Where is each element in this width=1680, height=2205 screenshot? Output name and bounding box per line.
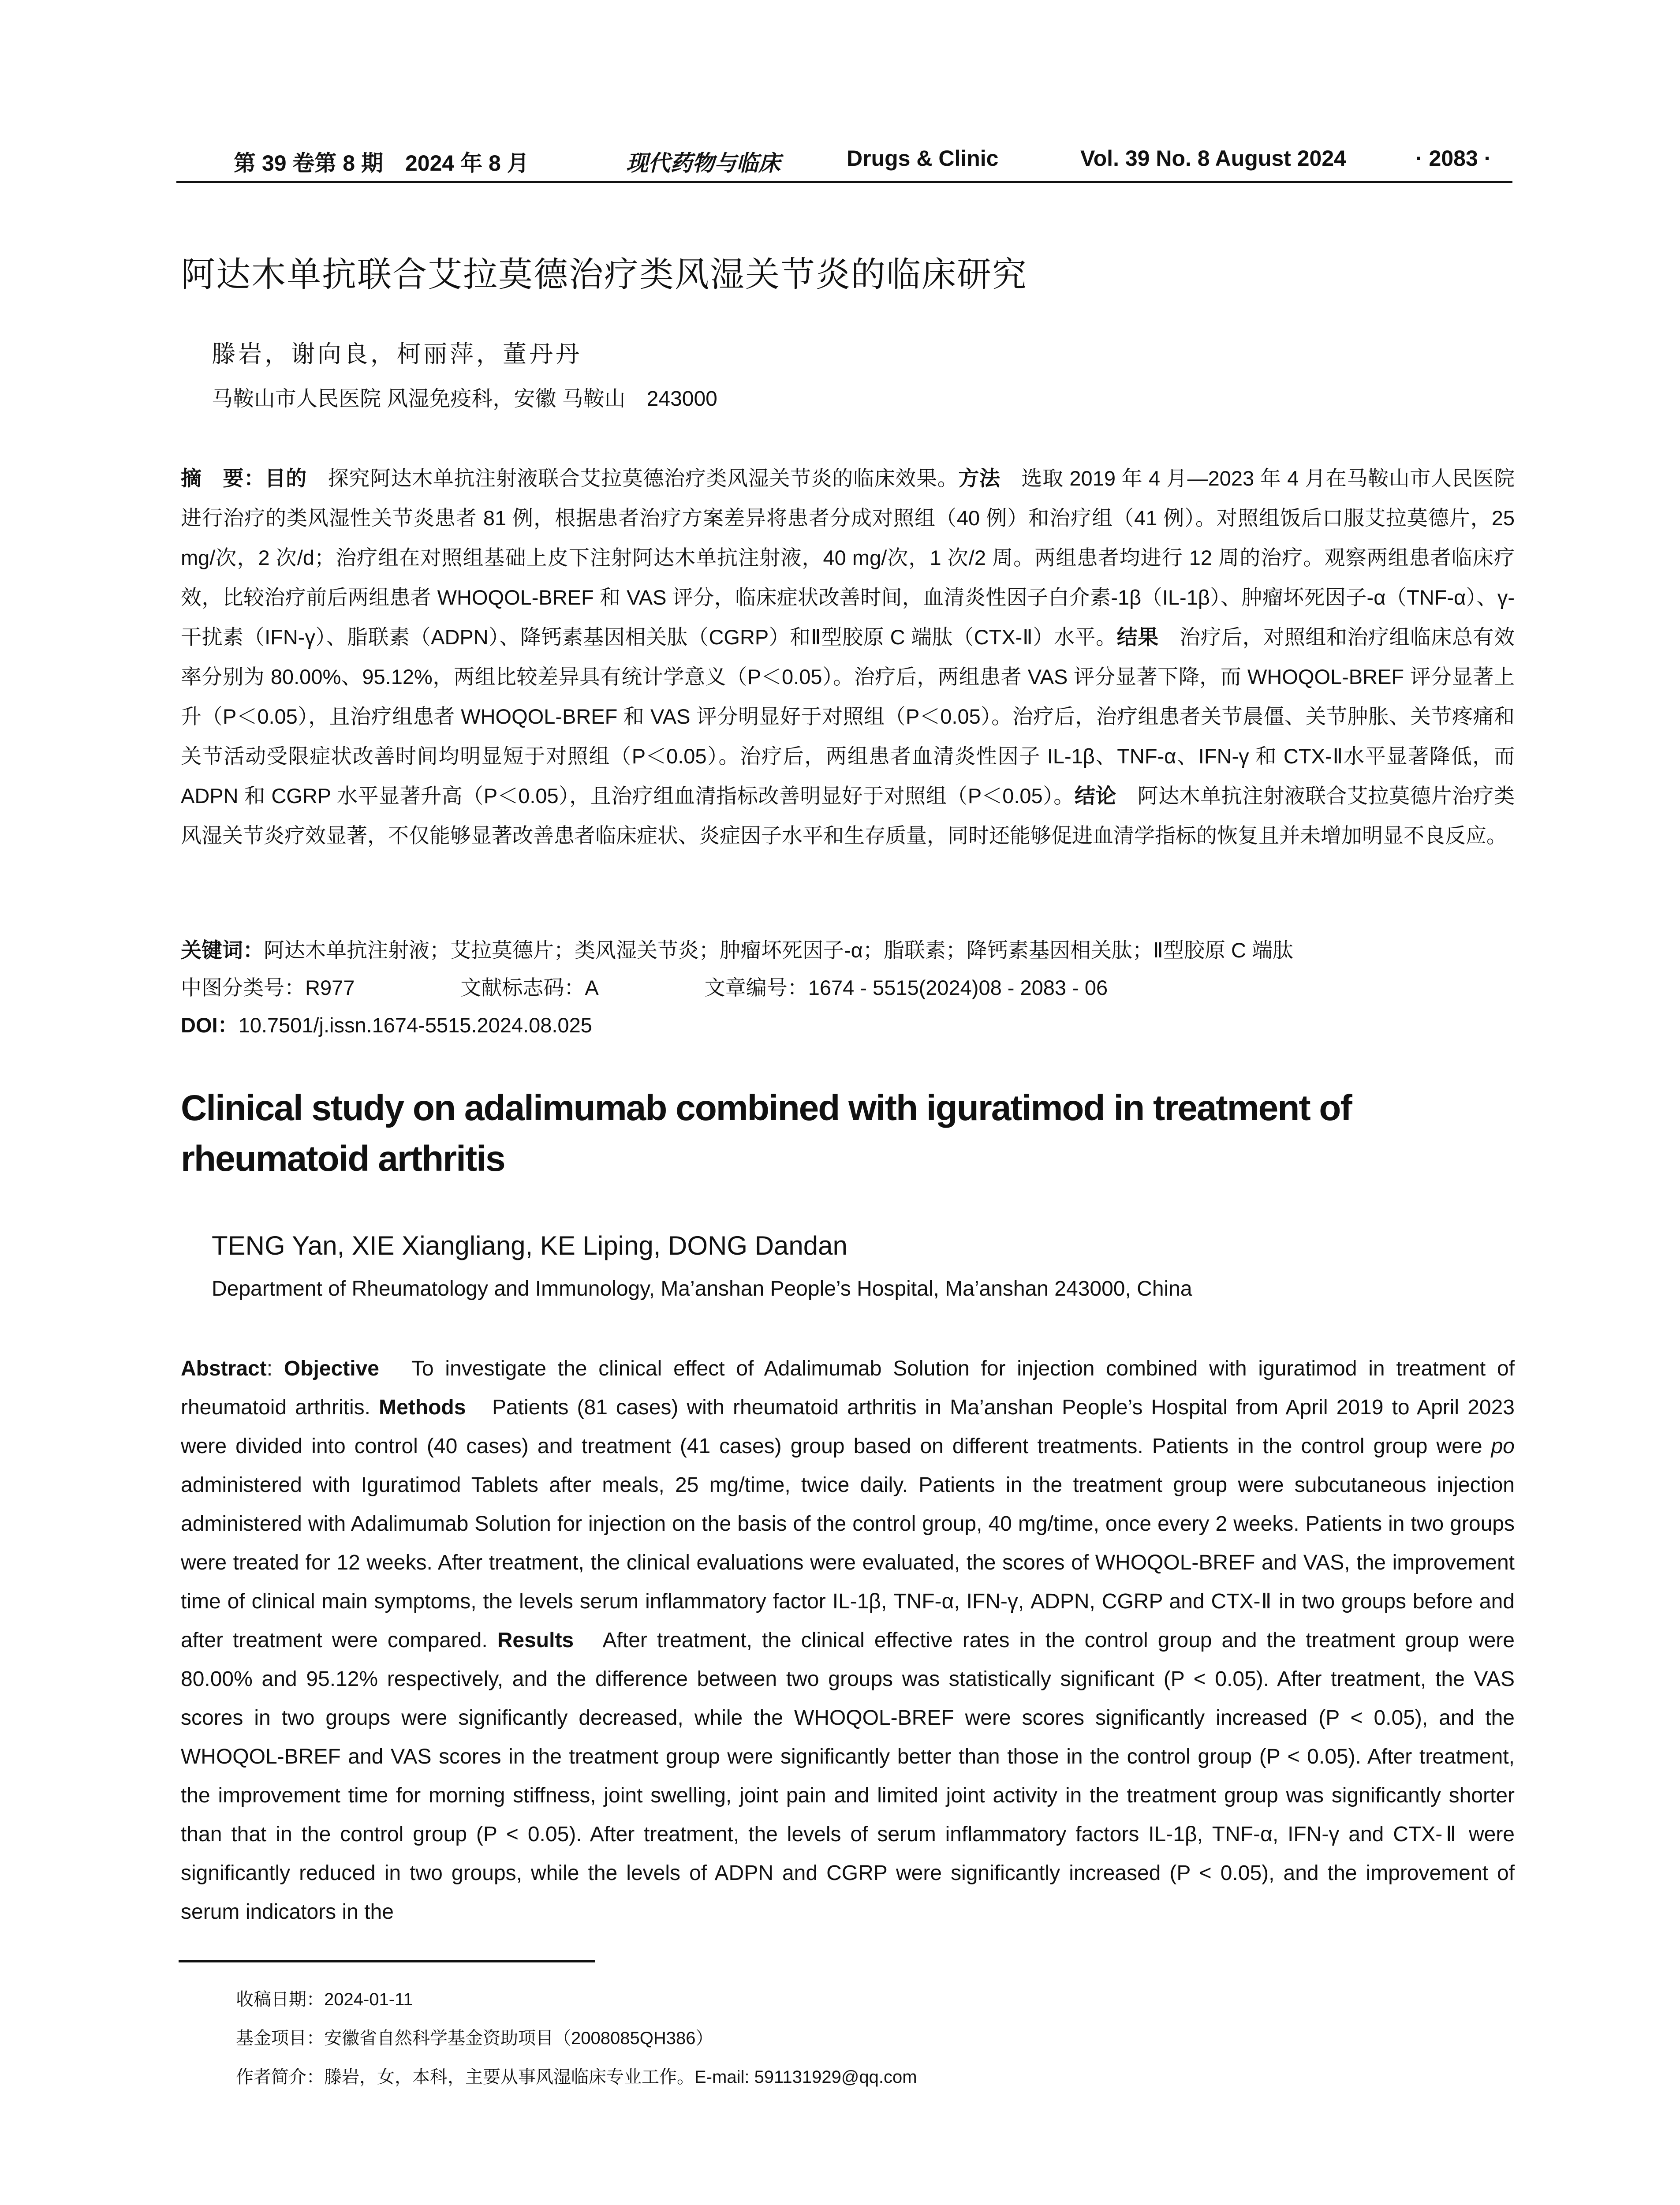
footnotes: [236, 1980, 1570, 2097]
keywords-cn-label: 关键词：: [181, 938, 264, 962]
abstract-cn: [181, 459, 1515, 856]
abstract-en: Abstract: Objective To investigate the clinical effect of Adalimumab Solution for injection combined with iguratimod in treatment of rheumatoid arthritis. Methods Patients (81 cases) with rheumatoid arthritis in Ma’anshan People’s Hospital from April 2019 to April 2023 were divided into control (40 cases) and treatment (41 cases) group based on different treatments. Patients in the control group were po administered with Iguratimod Tablets after meals, 25 mg/time, twice daily. Patients in the treatment group were subcutaneous injection administered with Adalimumab Solution for injection on the basis of the control group, 40 mg/time, once every 2 weeks. Patients in two groups were treated for 12 weeks. After treatment, the clinical evaluations were evaluated, the scores of WHOQOL-BREF and VAS, the improvement time of clinical main symptoms, the levels serum inflammatory factor IL-1β, TNF-α, IFN-γ, ADPN, CGRP and CTX-Ⅱ in two groups before and after treatment were compared. Results After treatment, the clinical effective rates in the control group and the treatment group were 80.00% and 95.12% respectively, and the difference between two groups was statistically significant (P < 0.05). After treatment, the VAS scores in two groups were significantly decreased, while the WHOQOL-BREF were scores significantly increased (P < 0.05), and the WHOQOL-BREF and VAS scores in the treatment group were significantly better than those in the control group (P < 0.05). After treatment, the improvement time for morning stiffness, joint swelling, joint pain and limited joint activity in the treatment group was significantly shorter than that in the control group (P < 0.05). After treatment, the levels of serum inflammatory factors IL-1β, TNF-α, IFN-γ and CTX-Ⅱ were significantly reduced in two groups, while the levels of ADPN and CGRP were significantly increased (P < 0.05), and the improvement of serum indicators in the: [181, 1357, 1515, 1924]
results-en-text: After treatment, the clinical effective rates in the control group and the treatment group were 80.00% and 95.12% respectively, and the difference between two groups was statistically significant (P < 0.05). After treatment, the VAS scores in two groups were significantly decreased, while the WHOQOL-BREF were scores significantly increased (P < 0.05), and the WHOQOL-BREF and VAS scores in the treatment group were significantly better than those in the control group (P < 0.05). After treatment, the improvement time for morning stiffness, joint swelling, joint pain and limited joint activity in the treatment group was significantly shorter than that in the control group (P < 0.05). After treatment, the levels of serum inflammatory factors IL-1β, TNF-α, IFN-γ and CTX-Ⅱ were significantly reduced in two groups, while the levels of ADPN and CGRP were significantly increased (P < 0.05), and the improvement of serum indicators in the: [181, 1629, 1515, 1924]
header-journal-cn: 现代药物与临床: [626, 150, 780, 176]
methods-cn-text: 选取 2019 年 4 月—2023 年 4 月在马鞍山市人民医院进行治疗的类风湿性关节炎患者 81 例，根据患者治疗方案差异将患者分成对照组（40 例）和治疗组（41 例）。对照组饭后口服艾拉莫德片，25 mg/次，2 次/d；治疗组在对照组基础上皮下注射阿达木单抗注射液，40 mg/次，1 次/2 周。两组患者均进行 12 周的治疗。观察两组患者临床疗效，比较治疗前后两组患者 WHOQOL-BREF 和 VAS 评分，临床症状改善时间，血清炎性因子白介素-1β（IL-1β）、肿瘤坏死因子-α（TNF-α）、γ-干扰素（IFN-γ）、脂联素（ADPN）、降钙素基因相关肽（CGRP）和Ⅱ型胶原 C 端肽（CTX-Ⅱ）水平。: [181, 467, 1515, 649]
objective-en-label: Objective: [284, 1357, 379, 1380]
results-en-label: Results: [497, 1629, 574, 1652]
article-number: 文章编号：1674 - 5515(2024)08 - 2083 - 06: [704, 976, 1108, 999]
header-page-number: · 2083 ·: [1415, 146, 1492, 171]
objective-cn-label: 目的: [265, 467, 307, 490]
classification-line: [181, 970, 1515, 1005]
doi-value: 10.7501/j.issn.1674-5515.2024.08.025: [238, 1013, 592, 1037]
header-journal-en: Drugs & Clinic: [847, 146, 999, 171]
methods-en-po: po: [1491, 1435, 1515, 1458]
title-en: Clinical study on adalimumab combined with iguratimod in treatment of rheumatoid arthritis: [181, 1088, 1351, 1179]
conclusion-cn-text: 阿达木单抗注射液联合艾拉莫德片治疗类风湿关节炎疗效显著，不仅能够显著改善患者临床症状、炎症因子水平和生存质量，同时还能够促进血清学指标的恢复且并未增加明显不良反应。: [181, 784, 1515, 847]
results-cn-label: 结果: [1116, 625, 1159, 649]
title-cn: 阿达木单抗联合艾拉莫德治疗类风湿关节炎的临床研究: [181, 255, 1028, 294]
header-volume-en: Vol. 39 No. 8 August 2024: [1080, 146, 1346, 171]
results-cn-text: 治疗后，对照组和治疗组临床总有效率分别为 80.00%、95.12%，两组比较差异具有统计学意义（P＜0.05）。治疗后，两组患者 VAS 评分显著下降，而 WHOQOL-BREF 评分显著上升（P＜0.05），且治疗组患者 WHOQOL-BREF 和 VAS 评分明显好于对照组（P＜0.05）。治疗后，治疗组患者关节晨僵、关节肿胀、关节疼痛和关节活动受限症状改善时间均明显短于对照组（P＜0.05）。治疗后，两组患者血清炎性因子 IL-1β、TNF-α、IFN-γ 和 CTX-Ⅱ水平显著降低，而 ADPN 和 CGRP 水平显著升高（P＜0.05），且治疗组血清指标改善明显好于对照组（P＜0.05）。: [181, 625, 1515, 807]
footnote-divider: [179, 1960, 595, 1962]
doi-line: [181, 1008, 1515, 1043]
footnote-author-bio: 作者简介：滕岩，女，本科，主要从事风湿临床专业工作。E-mail: 591131929@qq.com: [236, 2067, 917, 2087]
footnote-fund: 基金项目：安徽省自然科学基金资助项目（2008085QH386）: [236, 2029, 713, 2048]
document-code: 文献标志码：A: [460, 976, 599, 999]
header-volume-cn: 第 39 卷第 8 期 2024 年 8 月: [234, 151, 529, 176]
conclusion-cn-label: 结论: [1074, 784, 1116, 807]
abstract-cn-label: 摘 要：: [181, 467, 265, 490]
keywords-cn-text: 阿达木单抗注射液；艾拉莫德片；类风湿关节炎；肿瘤坏死因子-α；脂联素；降钙素基因相关肽；Ⅱ型胶原 C 端肽: [264, 938, 1294, 962]
running-header: [176, 141, 1512, 183]
affiliation-en: Department of Rheumatology and Immunology, Ma’anshan People’s Hospital, Ma’anshan 243000, China: [212, 1277, 1192, 1301]
footnote-received: 收稿日期：2024-01-11: [236, 1990, 413, 2009]
keywords-cn: [181, 933, 1515, 968]
methods-en-label: Methods: [379, 1396, 466, 1419]
abstract-en-label: Abstract: [181, 1357, 267, 1380]
methods-cn-label: 方法: [958, 467, 1001, 490]
authors-cn: 滕岩，谢向良，柯丽萍，董丹丹: [212, 340, 582, 368]
objective-en-text: To investigate the clinical effect of Adalimumab Solution for injection combined with iguratimod in treatment of rheumatoid arthritis.: [181, 1357, 1515, 1419]
methods-en-text-2: administered with Iguratimod Tablets after meals, 25 mg/time, twice daily. Patients in the treatment group were subcutaneous injection administered with Adalimumab Solution for injection on the basis of the control group, 40 mg/time, once every 2 weeks. Patients in two groups were treated for 12 weeks. After treatment, the clinical evaluations were evaluated, the scores of WHOQOL-BREF and VAS, the improvement time of clinical main symptoms, the levels serum inflammatory factor IL-1β, TNF-α, IFN-γ, ADPN, CGRP and CTX-Ⅱ in two groups before and after treatment were compared.: [181, 1473, 1515, 1652]
methods-en-text-1: Patients (81 cases) with rheumatoid arthritis in Ma’anshan People’s Hospital from April 2019 to April 2023 were divided into control (40 cases) and treatment (41 cases) group based on different treatments. Patients in the control group were: [181, 1396, 1515, 1458]
clc-number: 中图分类号：R977: [181, 976, 355, 999]
objective-cn-text: 探究阿达木单抗注射液联合艾拉莫德治疗类风湿关节炎的临床效果。: [306, 467, 959, 490]
authors-en: TENG Yan, XIE Xiangliang, KE Liping, DONG Dandan: [212, 1231, 847, 1260]
affiliation-cn: 马鞍山市人民医院 风湿免疫科，安徽 马鞍山 243000: [212, 387, 717, 411]
doi-label: DOI：: [181, 1013, 239, 1037]
